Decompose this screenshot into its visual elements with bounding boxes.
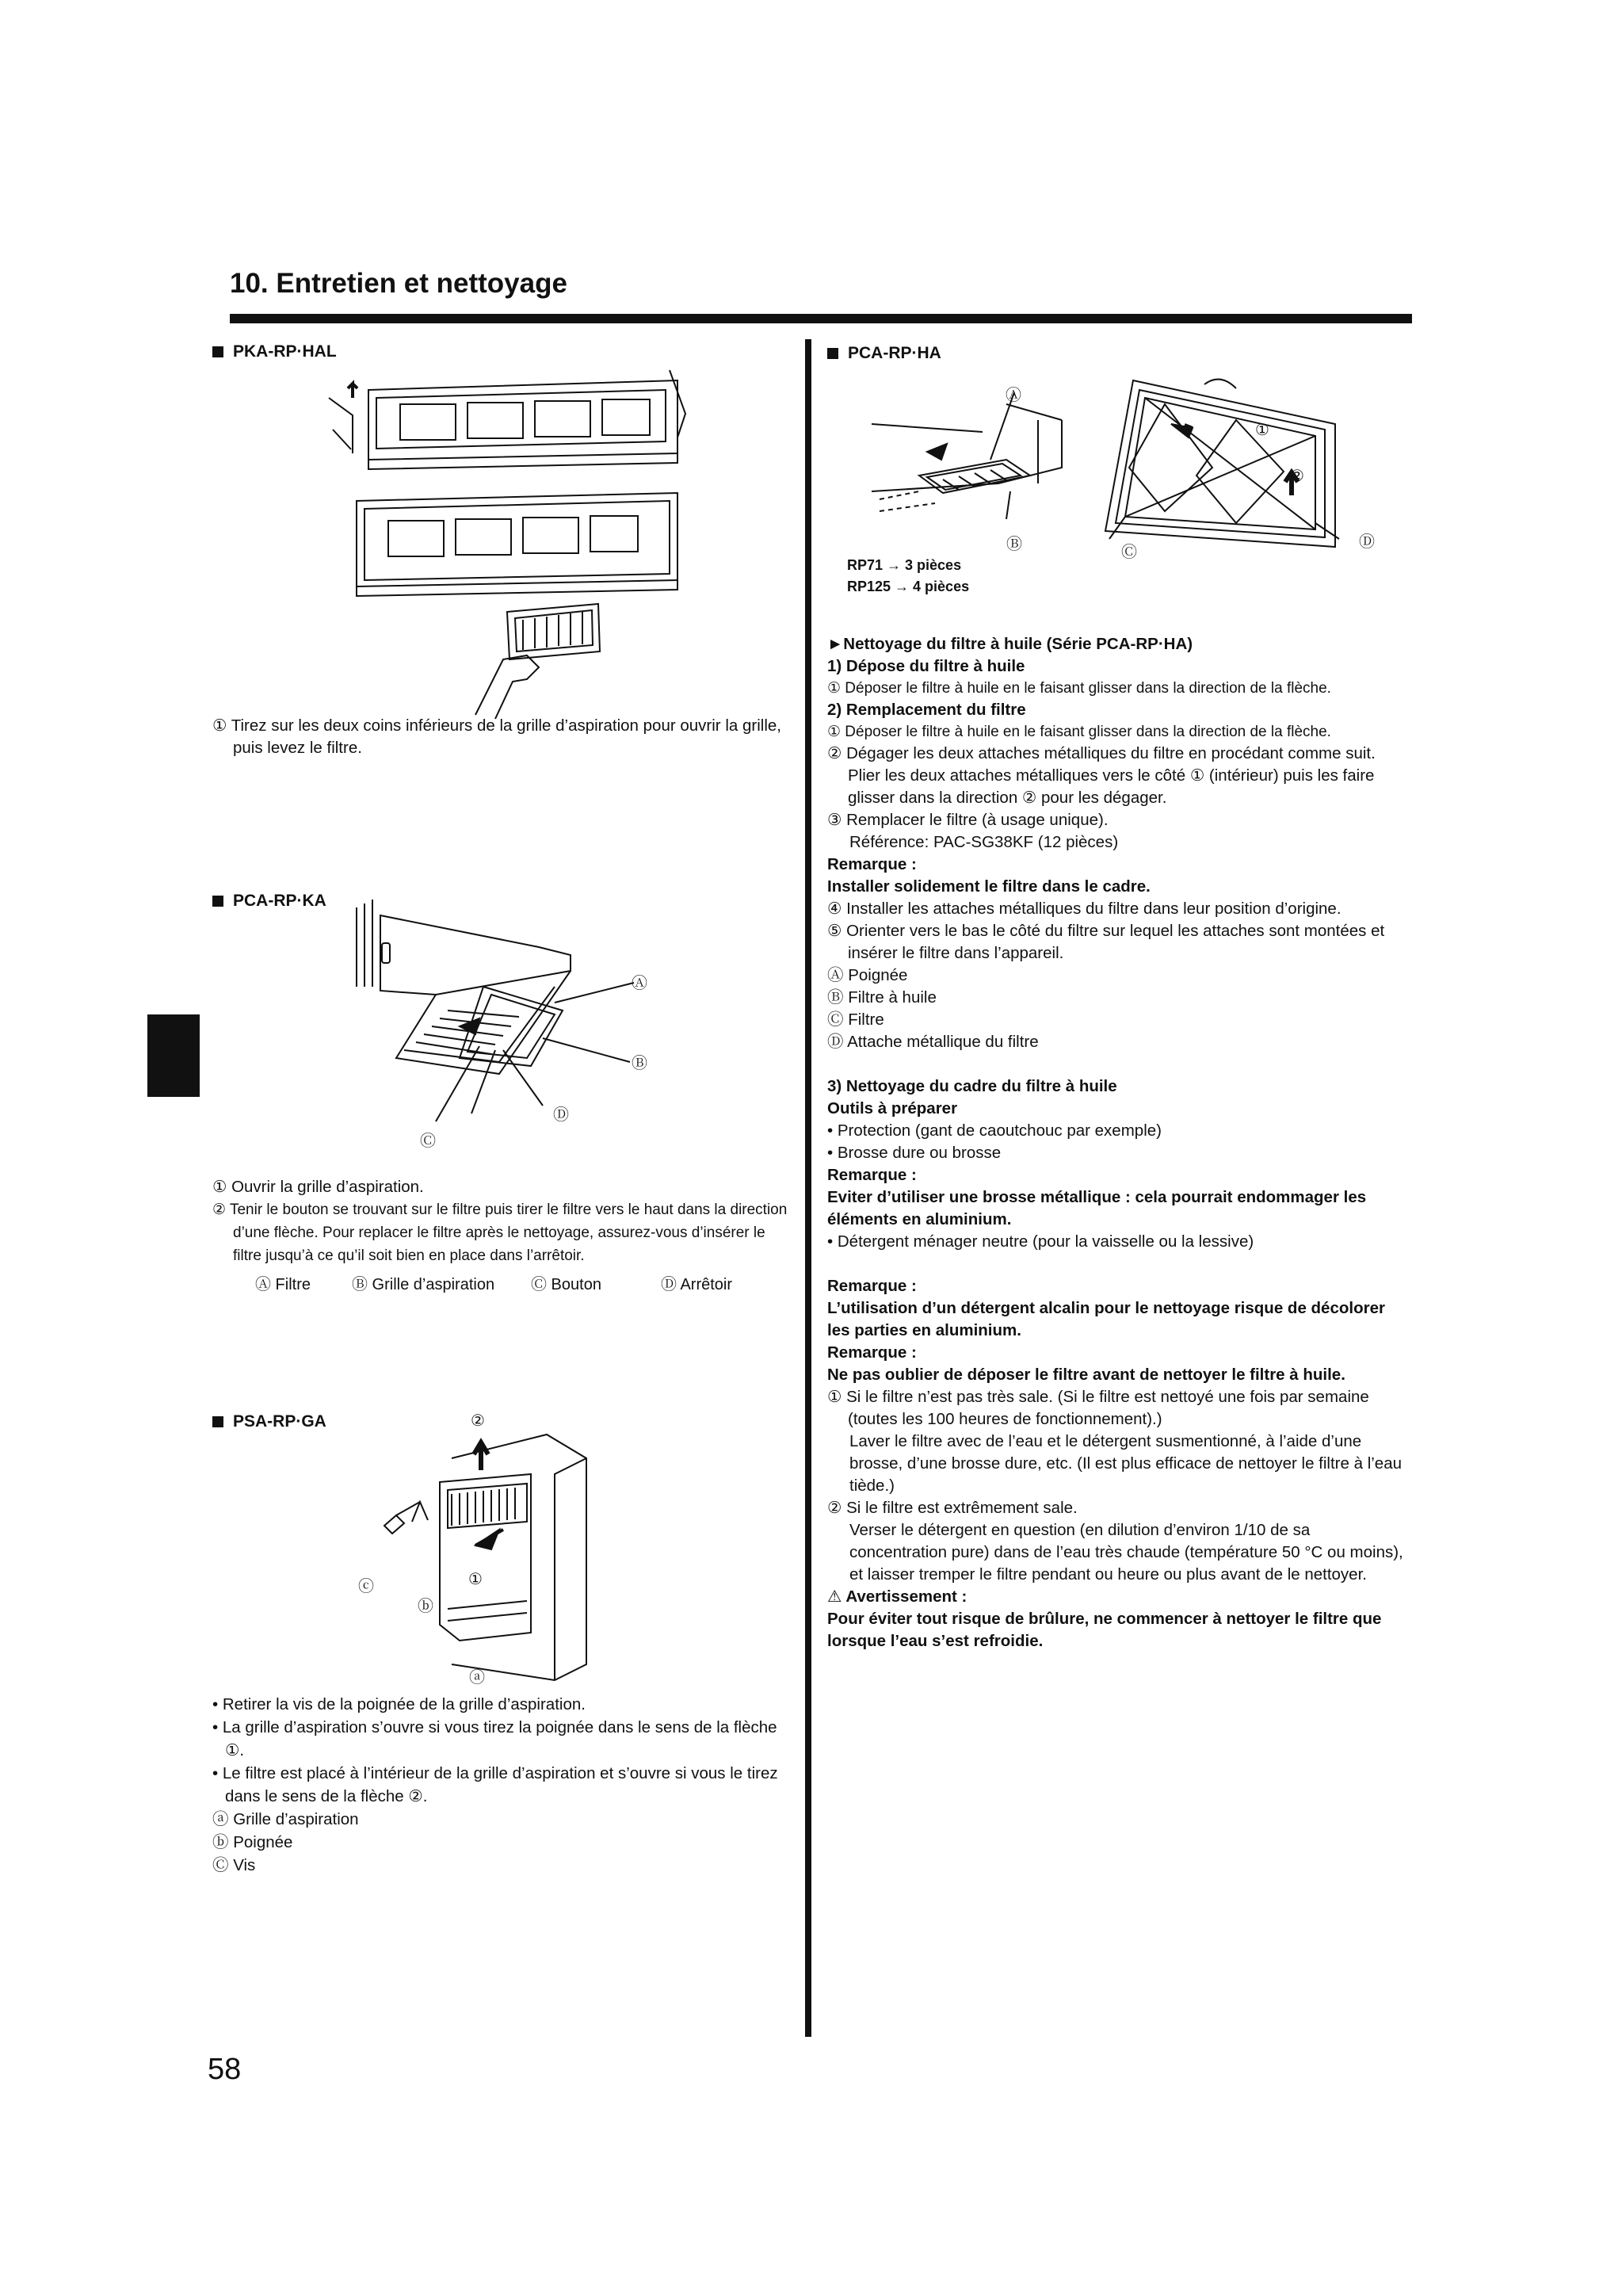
pca-ha-label-a: Ⓐ [1006, 387, 1021, 404]
instruction-line: Référence: PAC-SG38KF (12 pièces) [849, 833, 1119, 851]
instruction-line: ⚠ Avertissement : [827, 1587, 967, 1606]
rp71-note: RP71 → 3 pièces [847, 557, 962, 573]
spacer [827, 1053, 1407, 1075]
psa-label-a: ⓐ [469, 1669, 485, 1687]
instruction-line: Ne pas oublier de déposer le filtre avant de nettoyer le filtre à huile. [827, 1366, 1345, 1384]
chapter-tab [147, 1014, 200, 1097]
oil-filter-label-1: ① [1255, 422, 1269, 439]
psa-text [212, 1693, 792, 1877]
oil-filter-label-d: Ⓓ [1359, 533, 1375, 551]
psa-bullet: • Le filtre est placé à l’intérieur de la grille d’aspiration et s’ouvre si vous le tirez dans le sens de la flèche ②. [212, 1764, 778, 1805]
section-heading-pca-ha: PCA-RP·HA [827, 344, 941, 363]
instruction-line: Pour éviter tout risque de brûlure, ne commencer à nettoyer le filtre que lorsque l’eau s’est refroidie. [827, 1610, 1382, 1650]
title-rule [230, 314, 1412, 323]
bullet-square-icon [212, 346, 223, 357]
instruction-line: ② Si le filtre est extrêmement sale. [827, 1499, 1078, 1517]
instruction-line: Outils à préparer [827, 1099, 958, 1117]
psa-legend-item: ⓑ Poignée [212, 1833, 293, 1851]
instruction-line: Ⓓ Attache métallique du filtre [827, 1033, 1039, 1051]
rp125-note: RP125 → 4 pièces [847, 579, 970, 594]
pca-ka-legend [255, 1271, 732, 1294]
legend-item: Ⓑ Grille d’aspiration [352, 1276, 495, 1293]
legend-item: Ⓓ Arrêtoir [661, 1276, 733, 1293]
instruction-line: Laver le filtre avec de l’eau et le détergent susmentionné, à l’aide d’une brosse, d’une brosse dure, etc. (Il est plus efficace de nettoyer le filtre à l’eau tiède.) [849, 1432, 1402, 1495]
bullet-square-icon [212, 1416, 223, 1427]
pca-ka-text [212, 1176, 792, 1267]
instruction-line: Remarque : [827, 1277, 917, 1295]
instruction-line: ③ Remplacer le filtre (à usage unique). [827, 811, 1109, 829]
instruction-line: Installer solidement le filtre dans le cadre. [827, 877, 1151, 896]
instruction-line: Remarque : [827, 855, 917, 873]
instruction-line: ►Nettoyage du filtre à huile (Série PCA-RP·HA) [827, 635, 1193, 653]
instruction-line: Remarque : [827, 1343, 917, 1362]
instruction-line: L’utilisation d’un détergent alcalin pour le nettoyage risque de décolorer les parties en aluminium. [827, 1299, 1385, 1339]
pca-ka-unit-illustration [341, 900, 658, 1153]
pca-ka-label-c: Ⓒ [420, 1133, 436, 1150]
section-heading-psa: PSA-RP·GA [212, 1412, 326, 1431]
instruction-line: • Détergent ménager neutre (pour la vaisselle ou la lessive) [827, 1232, 1254, 1251]
instruction-line: • Protection (gant de caoutchouc par exemple) [827, 1121, 1162, 1140]
instruction-line: Remarque : [827, 1166, 917, 1184]
pca-ka-step-2: ② Tenir le bouton se trouvant sur le filtre puis tirer le filtre vers le haut dans la direction d’une flèche. Pour replacer le filtre après le nettoyage, assurez-vous d’insérer le filtre jusqu’à ce qu’il soit bien en place dans l’arrêtoir. [212, 1201, 788, 1264]
psa-legend-item: Ⓒ Vis [212, 1856, 256, 1874]
psa-label-c: ⓒ [358, 1578, 374, 1595]
spacer [827, 1253, 1407, 1275]
section-heading-pca-ka: PCA-RP·KA [212, 892, 326, 911]
filter-count-notes [847, 555, 969, 598]
instruction-line: ② Dégager les deux attaches métalliques du filtre en procédant comme suit. Plier les deux attaches métalliques vers le côté ① (intérieur) puis les faire glisser dans la direction ② pour les dégager. [827, 744, 1376, 807]
pca-ka-label-a: Ⓐ [632, 975, 647, 992]
psa-label-1: ① [468, 1571, 483, 1588]
instruction-line: ⑤ Orienter vers le bas le côté du filtre sur lequel les attaches sont montées et insérer le filtre dans l’appareil. [827, 922, 1385, 962]
pca-ha-instructions [827, 633, 1407, 1652]
psa-label-b: ⓑ [418, 1598, 433, 1615]
page-title: 10. Entretien et nettoyage [230, 268, 567, 299]
instruction-line: Eviter d’utiliser une brosse métallique : cela pourrait endommager les éléments en aluminium. [827, 1188, 1367, 1228]
psa-bullet: • La grille d’aspiration s’ouvre si vous tirez la poignée dans le sens de la flèche ①. [212, 1718, 777, 1759]
instruction-line: Ⓐ Poignée [827, 966, 908, 984]
pca-ha-label-b: Ⓑ [1006, 536, 1022, 553]
instruction-line: Ⓑ Filtre à huile [827, 988, 937, 1007]
pca-ha-unit-illustration [872, 372, 1078, 547]
instruction-line: ① Déposer le filtre à huile en le faisant glisser dans la direction de la flèche. [827, 680, 1331, 697]
instruction-line: • Brosse dure ou brosse [827, 1144, 1002, 1162]
instruction-line: 2) Remplacement du filtre [827, 701, 1026, 719]
section-heading-pka: PKA-RP·HAL [212, 342, 337, 361]
psa-unit-illustration [372, 1427, 610, 1688]
oil-filter-label-c: Ⓒ [1121, 544, 1137, 561]
instruction-line: 3) Nettoyage du cadre du filtre à huile [827, 1077, 1117, 1095]
pka-step-1: ① Tirez sur les deux coins inférieurs de la grille d’aspiration pour ouvrir la grille, puis levez le filtre. [212, 716, 781, 757]
instruction-line: Ⓒ Filtre [827, 1010, 884, 1029]
bullet-square-icon [212, 896, 223, 907]
oil-filter-label-2: ② [1290, 468, 1304, 485]
column-divider [805, 339, 811, 2037]
legend-item: Ⓐ Filtre [255, 1276, 311, 1293]
psa-label-2: ② [471, 1412, 485, 1430]
pca-ka-step-1: ① Ouvrir la grille d’aspiration. [212, 1178, 424, 1196]
page-number: 58 [208, 2053, 242, 2086]
instruction-line: Verser le détergent en question (en dilution d’environ 1/10 de sa concentration pure) dans de l’eau très chaude (température 50 °C ou moins), et laisser tremper le filtre pendant ou heure ou plus avant de le nettoyer. [849, 1521, 1403, 1584]
psa-legend-item: ⓐ Grille d’aspiration [212, 1810, 359, 1828]
pca-ka-label-d: Ⓓ [553, 1106, 569, 1124]
instruction-line: 1) Dépose du filtre à huile [827, 657, 1025, 675]
psa-bullet: • Retirer la vis de la poignée de la grille d’aspiration. [212, 1695, 586, 1713]
instruction-line: ① Si le filtre n’est pas très sale. (Si le filtre est nettoyé une fois par semaine (toutes les 100 heures de fonctionnement).) [827, 1388, 1369, 1428]
bullet-square-icon [827, 348, 838, 359]
instruction-line: ① Déposer le filtre à huile en le faisant glisser dans la direction de la flèche. [827, 724, 1331, 740]
pka-unit-illustration [305, 366, 693, 739]
instruction-line: ④ Installer les attaches métalliques du filtre dans leur position d’origine. [827, 900, 1341, 918]
legend-item: Ⓒ Bouton [531, 1276, 601, 1293]
oil-filter-illustration [1101, 372, 1347, 555]
pca-ka-label-b: Ⓑ [632, 1055, 647, 1072]
